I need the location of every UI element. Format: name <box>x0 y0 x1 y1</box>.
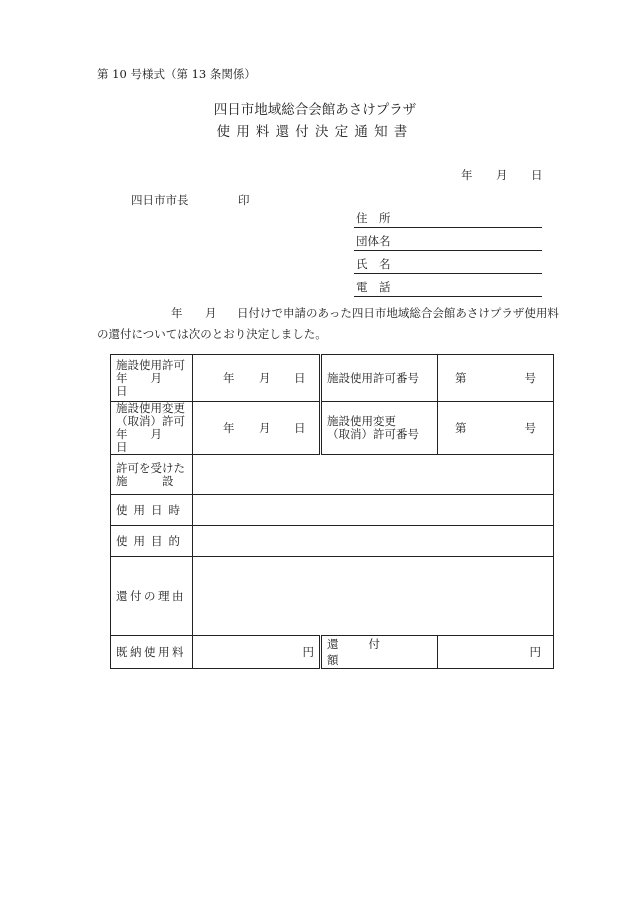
facility-row <box>111 455 554 495</box>
permit-number-value-cell[interactable] <box>438 355 554 402</box>
facility-label-line2: 施 設 <box>116 473 174 488</box>
amount-row <box>111 636 554 669</box>
body-text-line2: の還付については次のとおり決定しました。 <box>97 327 327 341</box>
change-date-label-cell <box>111 402 193 455</box>
permit-date-label-line1: 施設使用許可 <box>116 357 185 372</box>
usage-datetime-row <box>111 495 554 526</box>
facility-value-cell[interactable] <box>193 455 554 495</box>
refund-amount-value-cell[interactable] <box>438 636 554 669</box>
permit-date-month: 月 <box>259 371 271 385</box>
change-number-suffix: 号 <box>524 421 536 435</box>
document-title: 四日市地域総合会館あさけプラザ <box>213 102 417 118</box>
usage-purpose-label: 使用目的 <box>116 534 186 548</box>
change-date-month: 月 <box>259 421 271 435</box>
facility-label-line1: 許可を受けた <box>116 460 185 475</box>
change-number-value-cell[interactable] <box>438 402 554 455</box>
date-year-label: 年 <box>461 168 473 182</box>
paid-fee-value-cell[interactable] <box>193 636 321 669</box>
body-month-label: 月 <box>205 306 217 320</box>
permit-row <box>111 355 554 402</box>
name-label: 氏 名 <box>356 257 391 271</box>
permit-date-year: 年 <box>223 371 235 385</box>
address-field[interactable] <box>354 210 542 228</box>
facility-label-cell <box>111 455 193 495</box>
body-year-label: 年 <box>171 306 183 320</box>
change-date-label-line3: 年 月 日 <box>116 427 185 454</box>
address-label: 住 所 <box>356 211 391 225</box>
date-day-label: 日 <box>531 168 543 182</box>
refund-reason-label-cell <box>111 557 193 636</box>
form-number: 第 10 号様式（第 13 条関係） <box>97 67 256 81</box>
refund-table <box>110 354 554 669</box>
permit-date-label-line2: 年 月 日 <box>116 370 185 398</box>
organization-label: 団体名 <box>356 234 391 248</box>
usage-purpose-value-cell[interactable] <box>193 526 554 557</box>
change-date-value-cell[interactable] <box>193 402 321 455</box>
refund-reason-label: 還付の理由 <box>116 589 186 603</box>
seal-mark: 印 <box>238 193 250 207</box>
refund-amount-yen: 円 <box>529 645 541 659</box>
change-number-label-cell <box>321 402 438 455</box>
body-text-line1: 日付けで申請のあった四日市地域総合会館あさけプラザ使用料 <box>237 306 559 320</box>
refund-amount-label: 還付額 <box>327 637 410 667</box>
change-date-label-line1: 施設使用変更 <box>116 401 185 415</box>
name-field[interactable] <box>354 256 542 274</box>
phone-label: 電 話 <box>356 280 391 294</box>
usage-datetime-label: 使用日時 <box>116 503 186 517</box>
change-date-day: 日 <box>294 421 306 435</box>
permit-date-label-cell <box>111 355 193 402</box>
permit-number-label: 施設使用許可番号 <box>327 371 419 385</box>
organization-field[interactable] <box>354 233 542 251</box>
change-number-label-line1: 施設使用変更 <box>327 414 396 428</box>
usage-datetime-value-cell[interactable] <box>193 495 554 526</box>
document-subtitle: 使用料還付決定通知書 <box>216 124 414 140</box>
date-month-label: 月 <box>496 168 508 182</box>
paid-fee-yen: 円 <box>302 645 314 659</box>
phone-field[interactable] <box>354 279 542 297</box>
permit-number-prefix: 第 <box>455 371 467 385</box>
refund-amount-label-cell <box>321 636 438 669</box>
refund-reason-row <box>111 557 554 636</box>
usage-purpose-label-cell <box>111 526 193 557</box>
usage-purpose-row <box>111 526 554 557</box>
addressee: 四日市市長 <box>131 193 189 207</box>
permit-number-suffix: 号 <box>524 371 536 385</box>
paid-fee-label-cell <box>111 636 193 669</box>
change-date-year: 年 <box>223 421 235 435</box>
refund-reason-value-cell[interactable] <box>193 557 554 636</box>
permit-date-value-cell[interactable] <box>193 355 321 402</box>
permit-number-label-cell <box>321 355 438 402</box>
change-date-label-line2: （取消）許可 <box>116 414 185 428</box>
change-number-prefix: 第 <box>455 421 467 435</box>
change-number-label-line2: （取消）許可番号 <box>327 427 419 441</box>
change-row <box>111 402 554 455</box>
permit-date-day: 日 <box>294 371 306 385</box>
usage-datetime-label-cell <box>111 495 193 526</box>
paid-fee-label: 既納使用料 <box>116 645 186 659</box>
